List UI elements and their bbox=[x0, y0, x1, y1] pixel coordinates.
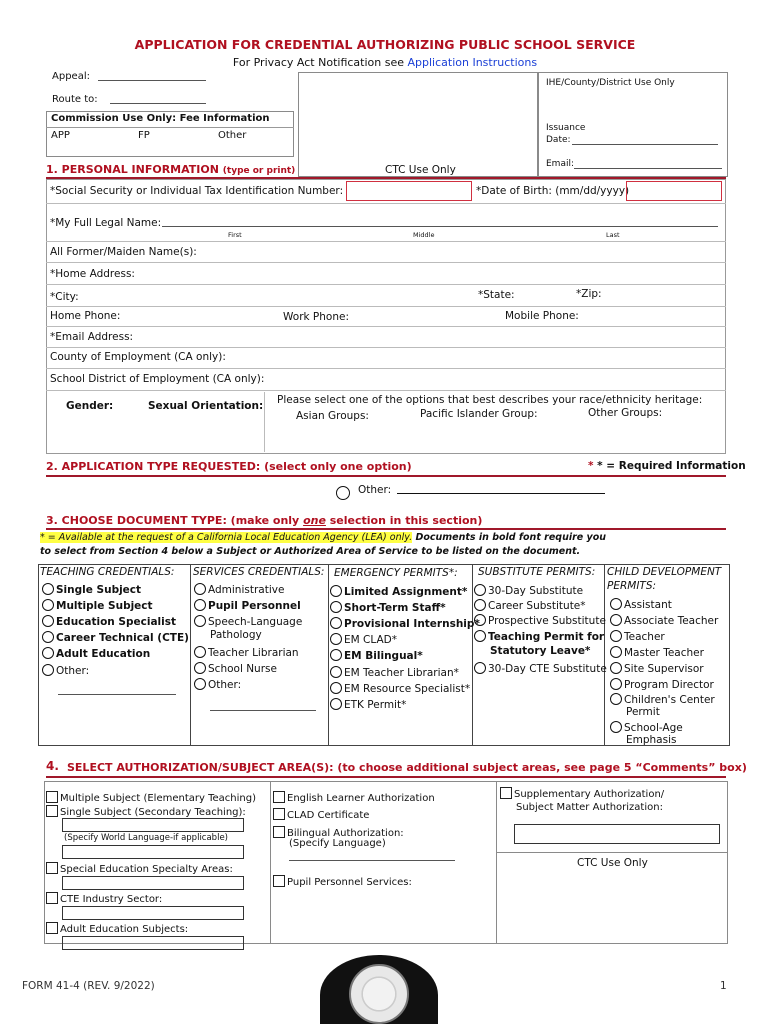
radio-icon[interactable] bbox=[330, 601, 342, 613]
radio-icon[interactable] bbox=[610, 630, 622, 642]
option-label: CLAD Certificate bbox=[287, 810, 370, 821]
ssn-input[interactable] bbox=[346, 181, 472, 201]
option-label: Administrative bbox=[208, 584, 285, 596]
option-label: Supplementary Authorization/ bbox=[514, 789, 665, 800]
single-subject-input[interactable] bbox=[62, 818, 244, 832]
checkbox-icon[interactable] bbox=[46, 922, 58, 934]
radio-icon[interactable] bbox=[330, 698, 342, 710]
first-name-caption: First bbox=[228, 231, 242, 239]
dob-input[interactable] bbox=[626, 181, 722, 201]
privacy-notice bbox=[0, 57, 770, 68]
home-phone-label: Home Phone: bbox=[50, 310, 121, 322]
option-label: Special Education Specialty Areas: bbox=[60, 864, 233, 875]
section3-title bbox=[46, 515, 482, 526]
race-prompt: Please select one of the options that best describes your race/ethnicity heritage: bbox=[277, 394, 703, 406]
page-number: 1 bbox=[720, 980, 727, 992]
form-title: APPLICATION FOR CREDENTIAL AUTHORIZING PUBLIC SCHOOL SERVICE bbox=[134, 37, 636, 52]
app-label: APP bbox=[51, 130, 70, 141]
required-note: * * = Required Information bbox=[588, 460, 746, 472]
radio-icon[interactable] bbox=[610, 598, 622, 610]
lea-note-line2: to select from Section 4 below a Subject or Authorized Area of Service to be listed on the document. bbox=[40, 546, 581, 557]
full-name-label: *My Full Legal Name: bbox=[50, 217, 162, 229]
adult-option[interactable] bbox=[46, 922, 188, 935]
checkbox-icon[interactable] bbox=[46, 805, 58, 817]
substitute-header: SUBSTITUTE PERMITS: bbox=[478, 566, 596, 578]
radio-icon[interactable] bbox=[42, 631, 54, 643]
option-label: EM Bilingual* bbox=[344, 650, 423, 662]
issuance-date-label: Date: bbox=[546, 135, 571, 145]
lea-note bbox=[40, 533, 606, 543]
appeal-label: Appeal: bbox=[52, 71, 90, 82]
radio-icon[interactable] bbox=[194, 583, 206, 595]
option-label: Children's Center bbox=[624, 694, 715, 706]
radio-icon[interactable] bbox=[330, 649, 342, 661]
option-label: EM CLAD* bbox=[344, 634, 397, 646]
option-label: Single Subject bbox=[56, 584, 142, 596]
emergency-option[interactable] bbox=[330, 666, 459, 679]
last-name-caption: Last bbox=[606, 231, 620, 239]
dob-label: *Date of Birth: (mm/dd/yyyy) bbox=[476, 185, 630, 197]
services-option[interactable] bbox=[194, 678, 241, 691]
section3-rule bbox=[46, 528, 726, 530]
col-divider bbox=[270, 781, 271, 944]
child-dev-header-2: PERMITS: bbox=[607, 580, 657, 592]
radio-icon[interactable] bbox=[610, 721, 622, 733]
city-label: *City: bbox=[50, 291, 79, 303]
state-label: *State: bbox=[478, 289, 515, 301]
radio-icon[interactable] bbox=[42, 615, 54, 627]
teaching-option[interactable] bbox=[42, 664, 89, 677]
option-label: School Nurse bbox=[208, 663, 277, 675]
checkbox-icon[interactable] bbox=[46, 892, 58, 904]
multiple-subject-option[interactable] bbox=[46, 791, 256, 804]
option-label: Bilingual Authorization: bbox=[287, 828, 404, 839]
option-label: Adult Education bbox=[56, 648, 151, 660]
teaching-header: TEACHING CREDENTIALS: bbox=[40, 566, 175, 578]
section2-rule bbox=[46, 475, 726, 477]
option-label: English Learner Authorization bbox=[287, 793, 435, 804]
section1-title-text: 1. PERSONAL INFORMATION bbox=[46, 163, 219, 176]
section1-note: (type or print) bbox=[222, 166, 296, 176]
section4-num: 4. bbox=[46, 759, 59, 773]
adult-input[interactable] bbox=[62, 936, 244, 950]
subject-matter-label: Subject Matter Authorization: bbox=[516, 802, 663, 813]
state-seal-icon bbox=[349, 964, 409, 1024]
gender-label: Gender: bbox=[66, 400, 114, 412]
sped-option[interactable] bbox=[46, 862, 233, 875]
option-label: Teaching Permit for bbox=[488, 631, 605, 643]
issuance-label: Issuance bbox=[546, 123, 586, 133]
services-option[interactable] bbox=[194, 583, 284, 596]
radio-icon[interactable] bbox=[194, 662, 206, 674]
row-divider bbox=[46, 203, 726, 204]
teaching-option[interactable] bbox=[42, 631, 189, 644]
other-groups-label: Other Groups: bbox=[588, 407, 663, 419]
radio-icon[interactable] bbox=[194, 599, 206, 611]
radio-icon[interactable] bbox=[474, 584, 486, 596]
privacy-notice-text: For Privacy Act Notification see bbox=[232, 56, 408, 69]
option-label: CTE Industry Sector: bbox=[60, 894, 163, 905]
option-label: Prospective Substitute bbox=[488, 615, 606, 627]
lea-note-rest: Documents in bold font require you bbox=[412, 532, 607, 543]
radio-icon[interactable] bbox=[474, 662, 486, 674]
row-divider bbox=[46, 284, 726, 285]
section3-title-a: 3. CHOOSE DOCUMENT TYPE: (make only bbox=[46, 514, 304, 527]
clad-option[interactable] bbox=[273, 808, 369, 821]
col-divider bbox=[604, 564, 605, 746]
middle-name-caption: Middle bbox=[413, 231, 435, 239]
form-number: FORM 41-4 (REV. 9/2022) bbox=[22, 980, 155, 992]
services-option[interactable] bbox=[194, 615, 302, 628]
option-label: Career Substitute* bbox=[488, 600, 586, 612]
radio-icon[interactable] bbox=[194, 678, 206, 690]
home-address-label: *Home Address: bbox=[50, 268, 135, 280]
world-language-input[interactable] bbox=[62, 845, 244, 859]
emergency-option[interactable] bbox=[330, 601, 446, 614]
ctc-use-label: CTC Use Only bbox=[385, 164, 456, 176]
row-divider bbox=[46, 326, 726, 327]
child-dev-option[interactable] bbox=[610, 693, 715, 706]
radio-icon[interactable] bbox=[330, 666, 342, 678]
required-note-text: * = Required Information bbox=[597, 460, 746, 472]
option-label: Single Subject (Secondary Teaching): bbox=[60, 807, 246, 818]
single-subject-option[interactable] bbox=[46, 805, 246, 818]
ctc-divider bbox=[496, 852, 728, 853]
option-label: Other: bbox=[208, 679, 242, 691]
radio-icon[interactable] bbox=[474, 630, 486, 642]
option-label: Teacher bbox=[624, 631, 665, 643]
child-dev-option[interactable] bbox=[610, 630, 665, 643]
full-name-field[interactable] bbox=[162, 226, 718, 227]
radio-icon[interactable] bbox=[42, 647, 54, 659]
lea-note-highlight: * = Available at the request of a California Local Education Agency (LEA) only. bbox=[40, 532, 413, 543]
child-dev-header: CHILD DEVELOPMENT bbox=[607, 566, 722, 578]
option-label: Pupil Personnel Services: bbox=[287, 877, 412, 888]
pacific-group-label: Pacific Islander Group: bbox=[420, 408, 538, 420]
option-label: School-Age bbox=[624, 722, 683, 734]
former-names-label: All Former/Maiden Name(s): bbox=[50, 246, 197, 258]
services-option[interactable] bbox=[194, 646, 299, 659]
option-label: Other: bbox=[56, 665, 90, 677]
row-divider bbox=[46, 347, 726, 348]
app-type-other-radio[interactable] bbox=[336, 486, 350, 500]
option-label: Limited Assignment* bbox=[344, 586, 468, 598]
section4-ctc-use: CTC Use Only bbox=[577, 857, 648, 869]
col-divider bbox=[190, 564, 191, 746]
checkbox-icon[interactable] bbox=[500, 787, 512, 799]
radio-icon[interactable] bbox=[610, 678, 622, 690]
option-label: Associate Teacher bbox=[624, 615, 719, 627]
section3-title-b: selection in this section) bbox=[325, 514, 483, 527]
option-label: Pupil Personnel bbox=[208, 600, 301, 612]
radio-icon[interactable] bbox=[610, 693, 622, 705]
teaching-option[interactable] bbox=[42, 647, 150, 660]
issuance-date-field[interactable] bbox=[572, 144, 718, 145]
services-option[interactable] bbox=[194, 599, 301, 612]
radio-icon[interactable] bbox=[330, 633, 342, 645]
emergency-option[interactable] bbox=[330, 649, 423, 662]
section3-title-one: one bbox=[303, 514, 326, 527]
child-dev-option[interactable] bbox=[610, 678, 714, 691]
option-label: Speech-Language bbox=[208, 616, 303, 628]
ctc-use-box bbox=[298, 72, 538, 177]
county-label: County of Employment (CA only): bbox=[50, 351, 226, 363]
radio-icon[interactable] bbox=[474, 599, 486, 611]
services-option-cont: Pathology bbox=[210, 629, 262, 641]
substitute-option-cont: Statutory Leave* bbox=[490, 645, 591, 657]
orientation-label: Sexual Orientation: bbox=[148, 400, 264, 412]
child-dev-option[interactable] bbox=[610, 646, 704, 659]
child-dev-option[interactable] bbox=[610, 598, 672, 611]
option-label: EM Teacher Librarian* bbox=[344, 667, 459, 679]
emergency-option[interactable] bbox=[330, 617, 480, 630]
other-fee-label: Other bbox=[218, 130, 247, 141]
bilingual-field[interactable] bbox=[289, 860, 455, 861]
checkbox-icon[interactable] bbox=[46, 862, 58, 874]
bilingual-specify: (Specify Language) bbox=[289, 838, 386, 849]
child-dev-option-cont: Permit bbox=[626, 706, 660, 718]
app-type-other-label: Other: bbox=[358, 484, 392, 496]
radio-icon[interactable] bbox=[42, 583, 54, 595]
col-divider bbox=[496, 781, 497, 944]
district-label: School District of Employment (CA only): bbox=[50, 373, 265, 385]
pupil-option[interactable] bbox=[273, 875, 412, 888]
child-dev-option[interactable] bbox=[610, 614, 718, 627]
emergency-option[interactable] bbox=[330, 698, 406, 711]
substitute-option[interactable] bbox=[474, 630, 604, 643]
ihe-use-label: IHE/County/District Use Only bbox=[546, 78, 675, 88]
emergency-option[interactable] bbox=[330, 682, 470, 695]
option-label: Program Director bbox=[624, 679, 714, 691]
option-label: ETK Permit* bbox=[344, 699, 407, 711]
el-auth-option[interactable] bbox=[273, 791, 435, 804]
services-other-field[interactable] bbox=[210, 710, 316, 711]
section1-title bbox=[46, 164, 295, 176]
row-divider bbox=[46, 306, 726, 307]
row-divider bbox=[46, 368, 726, 369]
race-divider bbox=[264, 392, 265, 452]
supplementary-option[interactable] bbox=[500, 787, 664, 800]
radio-icon[interactable] bbox=[330, 617, 342, 629]
option-label: Provisional Internship* bbox=[344, 618, 480, 630]
child-dev-option-cont: Emphasis bbox=[626, 734, 677, 746]
option-label: 30-Day CTE Substitute bbox=[488, 663, 607, 675]
row-divider bbox=[46, 241, 726, 242]
option-label: EM Resource Specialist* bbox=[344, 683, 471, 695]
emergency-option[interactable] bbox=[330, 633, 397, 646]
option-label: Assistant bbox=[624, 599, 672, 611]
option-label: Multiple Subject bbox=[56, 600, 153, 612]
section4-title: SELECT AUTHORIZATION/SUBJECT AREA(S): (to choose additional subject areas, see page 5 “Comments” box) bbox=[67, 761, 747, 774]
specify-world-language: (Specify World Language-if applicable) bbox=[64, 833, 228, 843]
teaching-option[interactable] bbox=[42, 599, 153, 612]
emergency-header: EMERGENCY PERMITS*: bbox=[334, 567, 458, 579]
substitute-option[interactable] bbox=[474, 662, 607, 675]
col-divider bbox=[472, 564, 473, 746]
radio-icon[interactable] bbox=[610, 646, 622, 658]
checkbox-icon[interactable] bbox=[273, 791, 285, 803]
option-label: Multiple Subject (Elementary Teaching) bbox=[60, 793, 256, 804]
cte-option[interactable] bbox=[46, 892, 162, 905]
radio-icon[interactable] bbox=[194, 646, 206, 658]
option-label: Short-Term Staff* bbox=[344, 602, 446, 614]
work-phone-label: Work Phone: bbox=[283, 311, 349, 323]
sped-input[interactable] bbox=[62, 876, 244, 890]
option-label: Adult Education Subjects: bbox=[60, 924, 189, 935]
option-label: Site Supervisor bbox=[624, 663, 704, 675]
substitute-option[interactable] bbox=[474, 599, 586, 612]
option-label: 30-Day Substitute bbox=[488, 585, 584, 597]
teaching-option[interactable] bbox=[42, 615, 176, 628]
app-type-other-field[interactable] bbox=[397, 493, 605, 494]
instructions-link[interactable]: Application Instructions bbox=[407, 56, 538, 69]
emergency-option[interactable] bbox=[330, 585, 467, 598]
radio-icon[interactable] bbox=[610, 614, 622, 626]
supplementary-input[interactable] bbox=[514, 824, 720, 844]
section4-rule bbox=[46, 776, 726, 778]
ihe-email-field[interactable] bbox=[574, 168, 722, 169]
services-header: SERVICES CREDENTIALS: bbox=[193, 566, 325, 578]
mobile-phone-label: Mobile Phone: bbox=[505, 310, 579, 322]
checkbox-icon[interactable] bbox=[273, 875, 285, 887]
radio-icon[interactable] bbox=[330, 682, 342, 694]
appeal-field[interactable] bbox=[98, 80, 206, 81]
route-to-field[interactable] bbox=[110, 103, 206, 104]
teaching-other-field[interactable] bbox=[58, 694, 176, 695]
route-to-label: Route to: bbox=[52, 94, 98, 105]
child-dev-option[interactable] bbox=[610, 721, 683, 734]
row-divider bbox=[46, 262, 726, 263]
ihe-email-label: Email: bbox=[546, 159, 575, 169]
radio-icon[interactable] bbox=[330, 585, 342, 597]
substitute-option[interactable] bbox=[474, 614, 606, 627]
col-divider bbox=[328, 564, 329, 746]
email-address-label: *Email Address: bbox=[50, 331, 134, 343]
checkbox-icon[interactable] bbox=[46, 791, 58, 803]
radio-icon[interactable] bbox=[194, 615, 206, 627]
fp-label: FP bbox=[138, 130, 150, 141]
radio-icon[interactable] bbox=[42, 599, 54, 611]
substitute-option[interactable] bbox=[474, 584, 583, 597]
radio-icon[interactable] bbox=[474, 614, 486, 626]
commission-use-label: Commission Use Only: Fee Information bbox=[51, 113, 270, 124]
section2-title: 2. APPLICATION TYPE REQUESTED: (select only one option) bbox=[46, 460, 412, 473]
services-option[interactable] bbox=[194, 662, 277, 675]
row-divider bbox=[46, 390, 726, 391]
child-dev-option[interactable] bbox=[610, 662, 704, 675]
radio-icon[interactable] bbox=[610, 662, 622, 674]
ssn-label: *Social Security or Individual Tax Identification Number: bbox=[50, 185, 344, 197]
zip-label: *Zip: bbox=[576, 288, 602, 300]
asian-groups-label: Asian Groups: bbox=[296, 410, 369, 422]
radio-icon[interactable] bbox=[42, 664, 54, 676]
option-label: Master Teacher bbox=[624, 647, 704, 659]
option-label: Teacher Librarian bbox=[208, 647, 299, 659]
option-label: Career Technical (CTE) bbox=[56, 632, 189, 644]
checkbox-icon[interactable] bbox=[273, 808, 285, 820]
cte-input[interactable] bbox=[62, 906, 244, 920]
checkbox-icon[interactable] bbox=[273, 826, 285, 838]
option-label: Education Specialist bbox=[56, 616, 177, 628]
teaching-option[interactable] bbox=[42, 583, 141, 596]
